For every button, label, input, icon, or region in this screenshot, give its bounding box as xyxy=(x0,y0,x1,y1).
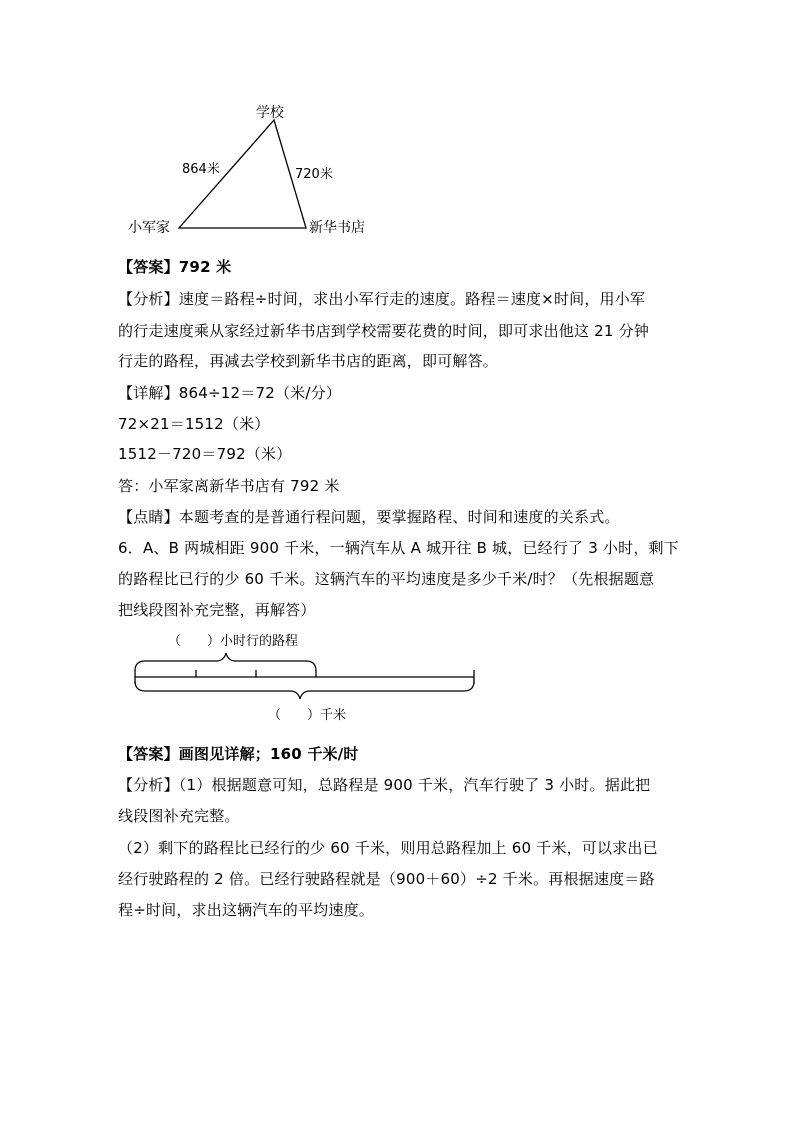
label-side-bookstore-school: 720米 xyxy=(295,167,333,182)
q6-analysis-line-5: 程÷时间，求出这辆汽车的平均速度。 xyxy=(118,901,374,919)
diagram-bottom-label: （ ）千米 xyxy=(268,708,347,723)
q5-analysis-line-2: 的行走速度乘从家经过新华书店到学校需要花费的时间，即可求出他这 21 分钟 xyxy=(118,322,650,340)
q6-stem-line-1: 6．A、B 两城相距 900 千米，一辆汽车从 A 城开往 B 城，已经行了 3 小时，剩下 xyxy=(118,539,679,557)
q6-answer: 【答案】画图见详解；160 千米/时 xyxy=(118,745,359,763)
q5-detail-line-2: 72×21＝1512（米） xyxy=(118,415,270,433)
label-bookstore: 新华书店 xyxy=(309,220,365,236)
q6-stem-line-2: 的路程比已行的少 60 千米。这辆汽车的平均速度是多少千米/时？（先根据题意 xyxy=(118,570,655,588)
label-side-home-school: 864米 xyxy=(182,162,220,177)
q5-detail-line-1: 【详解】864÷12＝72（米/分） xyxy=(118,384,342,402)
q5-analysis-line-3: 行走的路程，再减去学校到新华书店的距离，即可解答。 xyxy=(118,352,499,370)
q6-analysis-line-1: 【分析】（1）根据题意可知，总路程是 900 千米，汽车行驶了 3 小时。据此把 xyxy=(118,776,651,794)
q6-analysis-line-3: （2）剩下的路程比已经行的少 60 千米，则用总路程加上 60 千米，可以求出已 xyxy=(118,839,658,857)
q5-detail-line-3: 1512－720＝792（米） xyxy=(118,445,292,463)
bottom-brace xyxy=(135,681,474,699)
segment-diagram xyxy=(0,625,794,725)
q5-reply: 答：小军家离新华书店有 792 米 xyxy=(118,477,340,495)
q6-analysis-line-2: 线段图补充完整。 xyxy=(118,807,240,825)
diagram-top-label: （ ）小时行的路程 xyxy=(168,634,299,649)
q5-comment: 【点睛】本题考查的是普通行程问题，要掌握路程、时间和速度的关系式。 xyxy=(118,508,620,526)
label-school: 学校 xyxy=(256,105,284,121)
q6-analysis-line-4: 经行驶路程的 2 倍。已经行驶路程就是（900＋60）÷2 千米。再根据速度＝路 xyxy=(118,870,655,888)
label-home: 小军家 xyxy=(128,220,170,236)
top-brace xyxy=(135,653,316,671)
q5-analysis-line-1: 【分析】速度＝路程÷时间，求出小军行走的速度。路程＝速度×时间，用小军 xyxy=(118,290,646,308)
q5-answer: 【答案】792 米 xyxy=(118,258,232,276)
q6-stem-line-3: 把线段图补充完整，再解答） xyxy=(118,601,316,619)
